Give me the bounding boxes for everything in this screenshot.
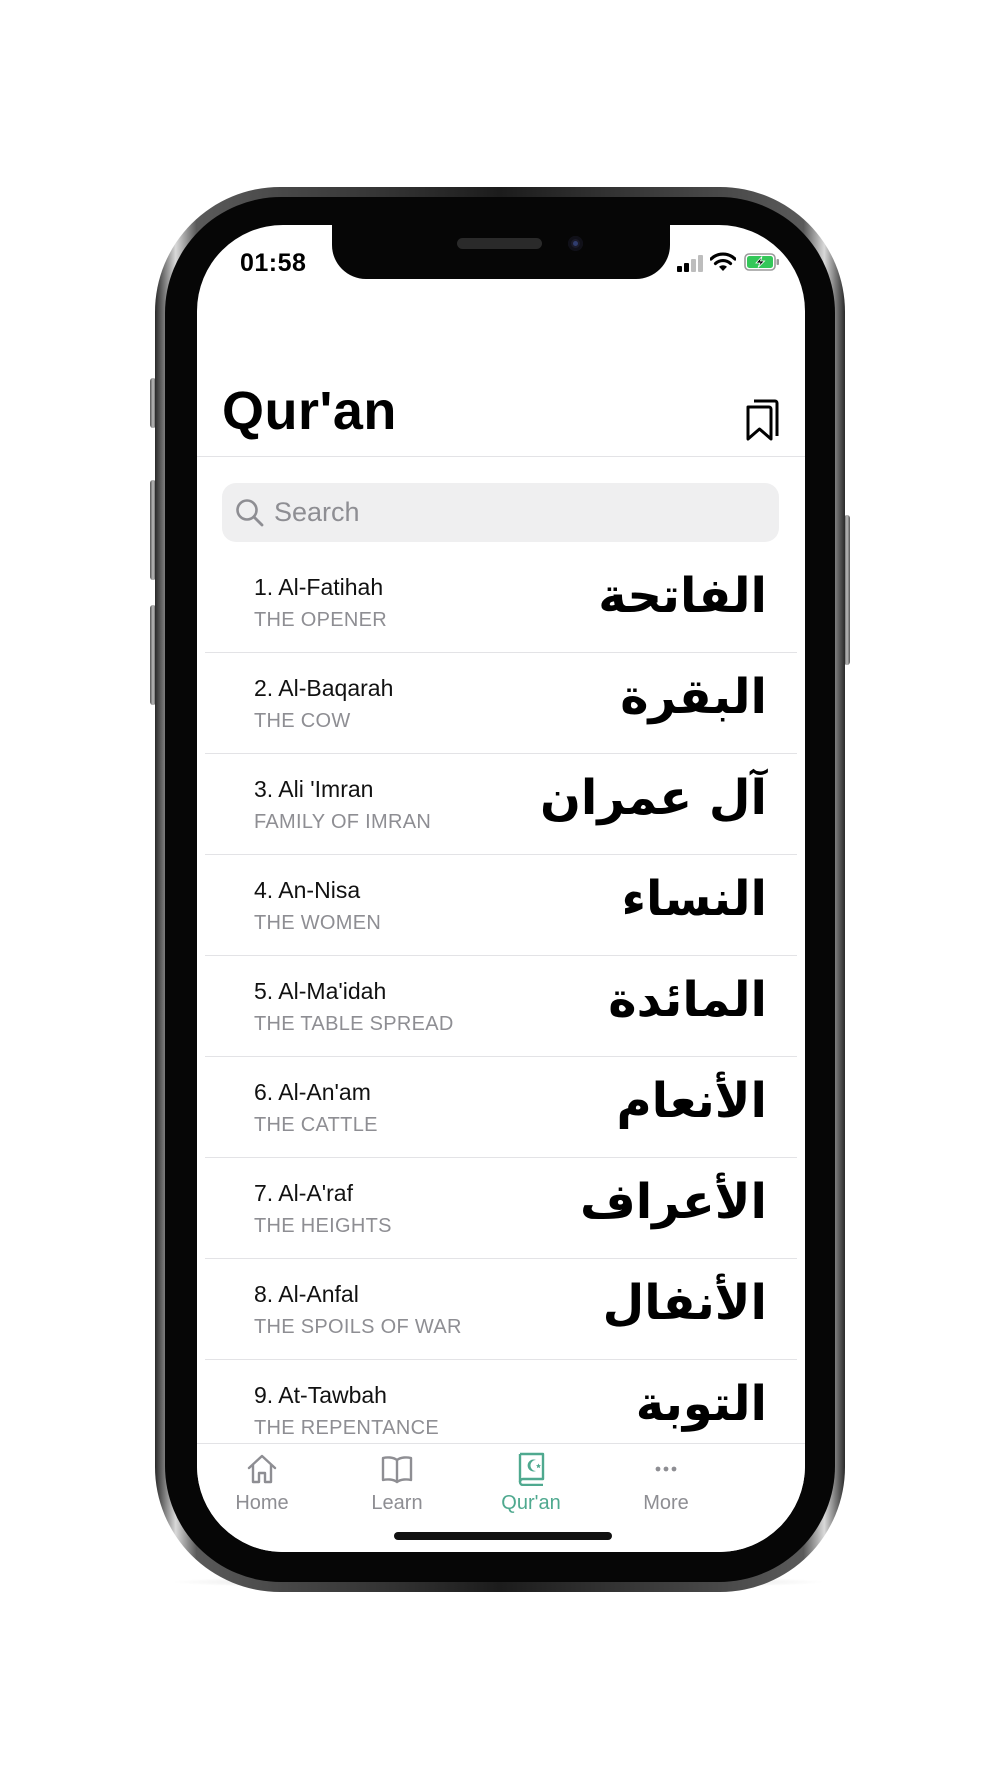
surah-meaning: THE SPOILS OF WAR xyxy=(254,1316,462,1338)
surah-meaning: THE REPENTANCE xyxy=(254,1417,439,1439)
app-screen xyxy=(197,225,805,1552)
search-icon xyxy=(234,497,266,529)
battery-charging-icon xyxy=(744,253,780,271)
tab-quran[interactable] xyxy=(476,1452,586,1518)
surah-name: 3. Ali 'Imran xyxy=(254,776,374,802)
surah-name: 1. Al-Fatihah xyxy=(254,574,384,600)
surah-row-8[interactable] xyxy=(205,1259,797,1360)
surah-name: 6. Al-An'am xyxy=(254,1079,371,1105)
surah-arabic-calligraphy: الأنفال xyxy=(602,1275,767,1331)
house-icon xyxy=(245,1452,279,1486)
surah-name: 4. An-Nisa xyxy=(254,877,361,903)
surah-name: 8. Al-Anfal xyxy=(254,1281,359,1307)
page-title: Qur'an xyxy=(222,381,397,441)
quran-book-icon xyxy=(514,1452,548,1486)
surah-arabic-calligraphy: المائدة xyxy=(608,972,767,1028)
notch xyxy=(332,225,670,279)
surah-row-9[interactable] xyxy=(205,1360,797,1442)
surah-row-7[interactable] xyxy=(205,1158,797,1259)
tab-label: Learn xyxy=(371,1492,423,1514)
tab-learn[interactable] xyxy=(342,1452,452,1518)
tab-home[interactable] xyxy=(207,1452,317,1518)
wifi-icon xyxy=(710,251,736,273)
search-input[interactable] xyxy=(272,492,756,534)
surah-row-2[interactable] xyxy=(205,653,797,754)
surah-arabic-calligraphy: الفاتحة xyxy=(598,568,767,624)
tab-more[interactable] xyxy=(611,1452,721,1518)
surah-meaning: THE CATTLE xyxy=(254,1114,378,1136)
surah-name: 2. Al-Baqarah xyxy=(254,675,394,701)
bookmarks-icon[interactable] xyxy=(744,398,780,442)
header-divider xyxy=(197,456,805,457)
tab-label: Qur'an xyxy=(501,1492,561,1514)
home-indicator[interactable] xyxy=(394,1532,612,1540)
surah-name: 5. Al-Ma'idah xyxy=(254,978,387,1004)
surah-arabic-calligraphy: آل عمران xyxy=(539,770,767,826)
front-camera xyxy=(568,236,583,251)
surah-name: 9. At-Tawbah xyxy=(254,1382,387,1408)
cellular-signal-icon xyxy=(677,254,705,272)
surah-arabic-calligraphy: الأعراف xyxy=(579,1174,767,1230)
tab-label: Home xyxy=(235,1492,289,1514)
surah-meaning: THE WOMEN xyxy=(254,912,382,934)
surah-meaning: THE COW xyxy=(254,710,351,732)
surah-arabic-calligraphy: البقرة xyxy=(620,669,767,725)
surah-meaning: THE TABLE SPREAD xyxy=(254,1013,454,1035)
surah-row-5[interactable] xyxy=(205,956,797,1057)
surah-name: 7. Al-A'raf xyxy=(254,1180,353,1206)
surah-meaning: THE OPENER xyxy=(254,609,388,631)
surah-arabic-calligraphy: الأنعام xyxy=(616,1073,767,1129)
open-book-icon xyxy=(380,1452,414,1486)
surah-row-4[interactable] xyxy=(205,855,797,956)
ellipsis-icon xyxy=(649,1452,683,1486)
surah-meaning: THE HEIGHTS xyxy=(254,1215,392,1237)
surah-arabic-calligraphy: النساء xyxy=(621,871,767,927)
surah-row-3[interactable] xyxy=(205,754,797,855)
status-time: 01:58 xyxy=(240,249,307,277)
surah-arabic-calligraphy: التوبة xyxy=(635,1376,767,1432)
earpiece-speaker xyxy=(457,238,542,249)
surah-meaning: FAMILY OF IMRAN xyxy=(254,811,432,833)
tab-label: More xyxy=(643,1492,689,1514)
surah-list[interactable] xyxy=(205,552,797,1442)
surah-row-1[interactable] xyxy=(205,552,797,653)
surah-row-6[interactable] xyxy=(205,1057,797,1158)
search-bar[interactable] xyxy=(222,483,779,542)
